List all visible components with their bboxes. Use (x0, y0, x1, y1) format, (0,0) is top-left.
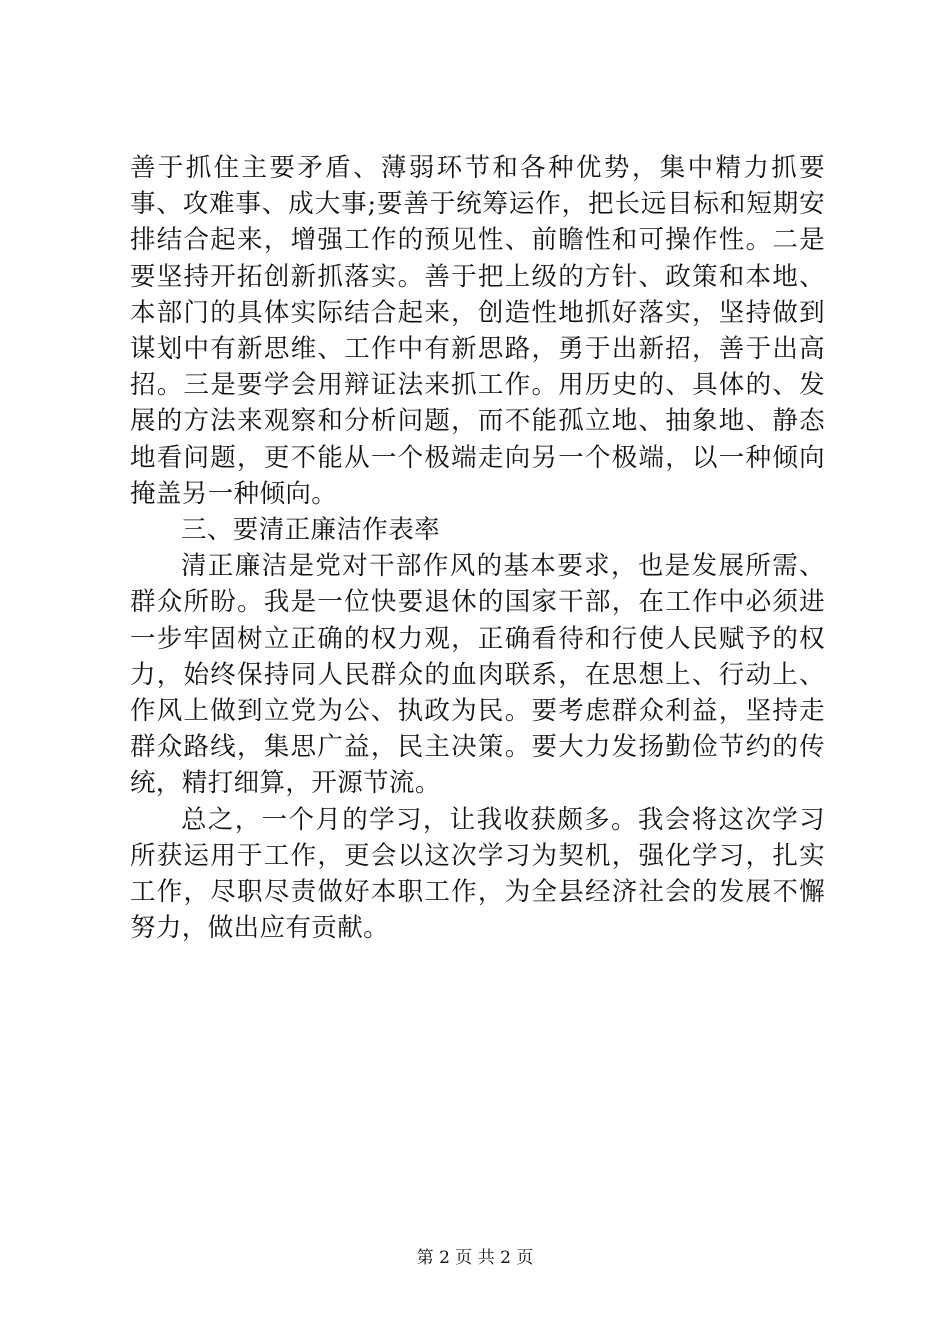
paragraph-integrity: 清正廉洁是党对干部作风的基本要求，也是发展所需、群众所盼。我是一位快要退休的国家干部，在工作中必须进一步牢固树立正确的权力观，正确看待和行使人民赋予的权力，始终保持同人民群众的血肉联系，在思想上、行动上、作风上做到立党为公、执政为民。要考虑群众利益，坚持走群众路线，集思广益，民主决策。要大力发扬勤俭节约的传统，精打细算，开源节流。 (130, 551, 825, 799)
page-number-footer: 第 2 页 共 2 页 (416, 1248, 534, 1268)
paragraph-conclusion: 总之，一个月的学习，让我收获颇多。我会将这次学习所获运用于工作，更会以这次学习为契机，强化学习，扎实工作，尽职尽责做好本职工作，为全县经济社会的发展不懈努力，做出应有贡献。 (130, 804, 825, 944)
document-body (130, 150, 825, 946)
section-heading: 三、要清正廉洁作表率 (181, 515, 441, 546)
paragraph-continuation: 善于抓住主要矛盾、薄弱环节和各种优势，集中精力抓要事、攻难事、成大事;要善于统筹运作，把长远目标和短期安排结合起来，增强工作的预见性、前瞻性和可操作性。二是要坚持开拓创新抓落实。善于把上级的方针、政策和本地、本部门的具体实际结合起来，创造性地抓好落实，坚持做到谋划中有新思维、工作中有新思路，勇于出新招，善于出高招。三是要学会用辩证法来抓工作。用历史的、具体的、发展的方法来观察和分析问题，而不能孤立地、抽象地、静态地看问题，更不能从一个极端走向另一个极端，以一种倾向掩盖另一种倾向。 (130, 153, 825, 509)
